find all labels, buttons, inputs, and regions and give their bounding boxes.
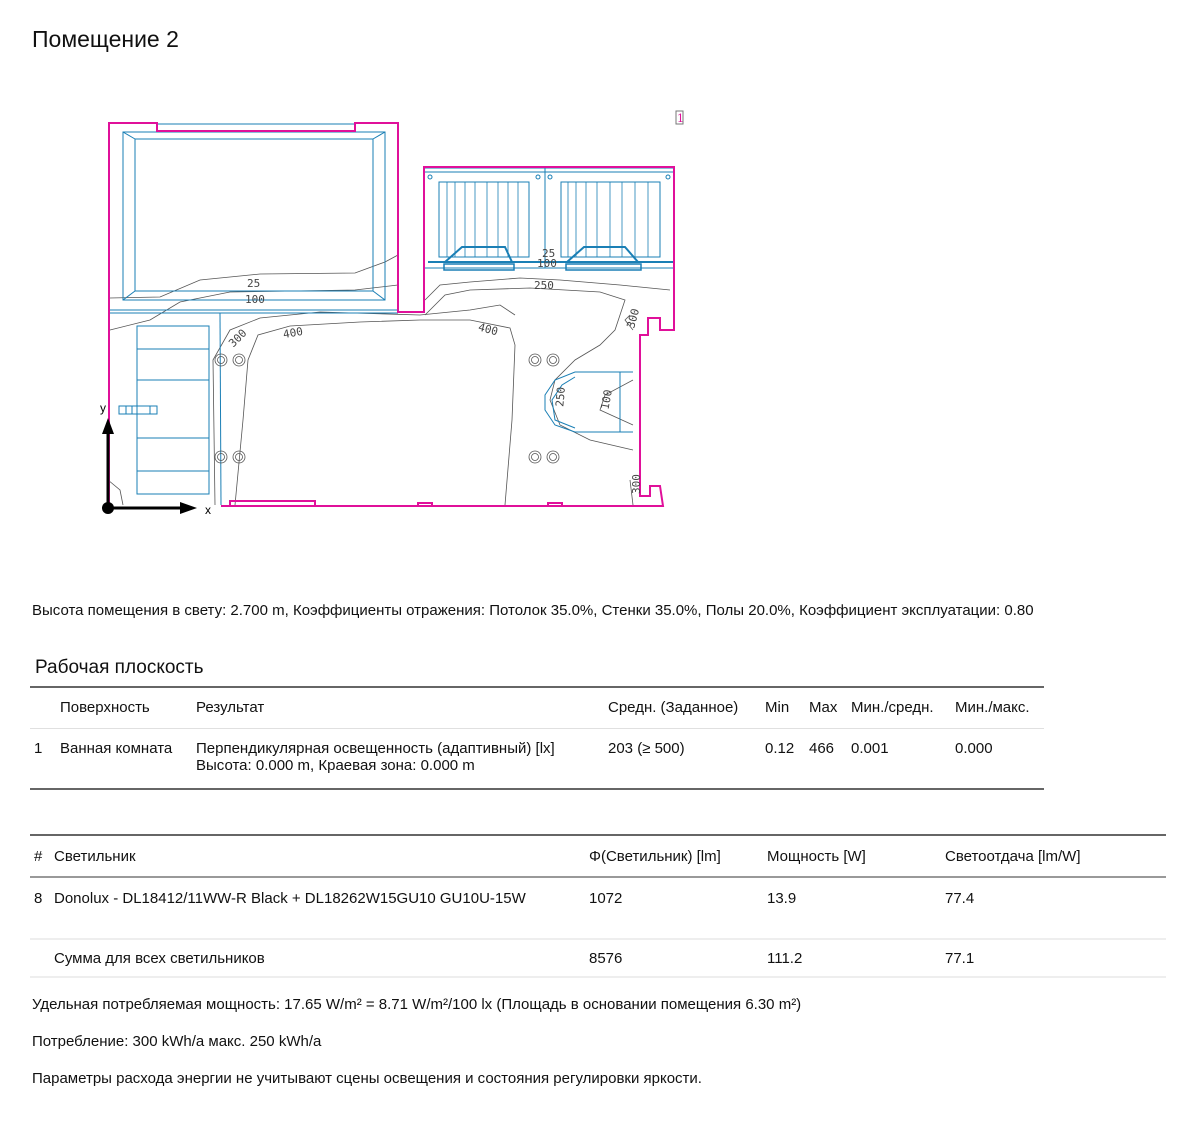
col-result: Результат: [196, 699, 265, 717]
col-index: [30, 687, 56, 728]
row-min: 0.12: [765, 739, 795, 757]
arrow-right-icon: [180, 502, 197, 514]
room-marker: [676, 111, 684, 125]
col-min: Min: [765, 699, 790, 717]
luminaire: [529, 354, 559, 366]
isoline-label: 300: [624, 307, 643, 330]
row-result-line1: Перпендикулярная освещенность (адаптивный) [lx]: [196, 739, 555, 757]
col-count: #: [34, 847, 43, 865]
luminaire: [215, 451, 245, 463]
towel-holder: [119, 406, 157, 414]
row-result-line2: Высота: 0.000 m, Краевая зона: 0.000 m: [196, 756, 475, 774]
row-power: 13.9: [767, 890, 797, 907]
isoline-label: 25: [247, 277, 261, 290]
luminaire: [529, 451, 559, 463]
axis-y-label: y: [100, 401, 106, 415]
row-result: [192, 728, 604, 789]
working-plane-table: [30, 686, 1044, 790]
partition-line: [220, 313, 221, 505]
col-avg: Средн. (Заданное): [608, 699, 739, 717]
total-efficacy: 77.1: [945, 949, 975, 967]
floor-plan: [0, 90, 720, 530]
table-header-row: [30, 835, 1166, 877]
luminaires: [215, 354, 559, 463]
luminaires-table: [30, 834, 1166, 978]
row-flux: 1072: [589, 890, 623, 907]
col-power: Мощность [W]: [767, 847, 866, 865]
row-index: 1: [34, 739, 43, 757]
col-max: Max: [809, 699, 838, 717]
room-marker-label: 1: [677, 112, 684, 125]
col-efficacy: Светоотдача [lm/W]: [945, 847, 1081, 865]
table-row: [30, 877, 1166, 939]
isoline-labels: [226, 247, 643, 494]
bathtub-inner: [135, 139, 373, 291]
col-min-avg: Мин./средн.: [851, 699, 934, 717]
isoline-label: 300: [226, 326, 250, 350]
table-header-row: [30, 687, 1044, 728]
row-efficacy: 77.4: [945, 890, 975, 907]
isoline-label: 400: [476, 320, 500, 339]
shelf-unit: [137, 326, 209, 494]
total-row: [30, 939, 1166, 977]
total-flux: 8576: [589, 949, 623, 967]
isoline-label: 100: [245, 293, 265, 306]
col-min-max: Мин./макс.: [955, 699, 1030, 717]
row-min-max: 0.000: [955, 739, 993, 757]
isoline-label: 250: [553, 386, 568, 408]
col-surface: Поверхность: [60, 699, 150, 717]
row-luminaire-name: Donolux - DL18412/11WW-R Black + DL18262W15GU10 GU10U-15W: [54, 890, 526, 907]
consumption-note: Потребление: 300 kWh/a макс. 250 kWh/a: [32, 1033, 322, 1050]
page-title: Помещение 2: [32, 26, 179, 52]
row-avg: 203 (≥ 500): [608, 739, 685, 757]
isoline-label: 250: [534, 279, 554, 292]
disclaimer-note: Параметры расхода энергии не учитывают сцены освещения и состояния регулировки яркости.: [32, 1070, 702, 1087]
row-surface: Ванная комната: [60, 739, 173, 757]
total-power: 111.2: [767, 949, 803, 967]
isoline-label: 100: [537, 257, 557, 270]
isoline-100-left: [110, 285, 398, 330]
isoline-label: 100: [598, 388, 615, 411]
luminaire: [215, 354, 245, 366]
row-max: 466: [809, 739, 835, 757]
arrow-up-icon: [102, 418, 114, 434]
isoline-250: [425, 288, 633, 450]
room-info: Высота помещения в свету: 2.700 m, Коэффициенты отражения: Потолок 35.0%, Стенки 35.0%, Полы 20.0%, Коэффициент эксплуатации: 0.80: [32, 602, 1034, 619]
row-min-avg: 0.001: [851, 739, 889, 757]
row-count: 8: [34, 890, 43, 907]
table-row: [30, 728, 1044, 789]
coordinate-axes: [100, 401, 211, 517]
isoline-label: 25: [542, 247, 556, 260]
sink-left: [439, 182, 529, 257]
isoline-label: 300: [630, 474, 643, 494]
isoline-400: [235, 320, 515, 505]
working-plane-title: Рабочая плоскость: [35, 657, 204, 678]
specific-power-note: Удельная потребляемая мощность: 17.65 W/m² = 8.71 W/m²/100 lx (Площадь в основании помещения 6.30 m²): [32, 996, 802, 1013]
isoline-left-small: [108, 480, 123, 505]
col-flux: Φ(Светильник) [lm]: [589, 847, 721, 865]
total-label: Сумма для всех светильников: [54, 949, 265, 967]
col-luminaire: Светильник: [54, 847, 136, 865]
isoline-label: 400: [282, 324, 304, 342]
axis-x-label: x: [205, 503, 211, 517]
